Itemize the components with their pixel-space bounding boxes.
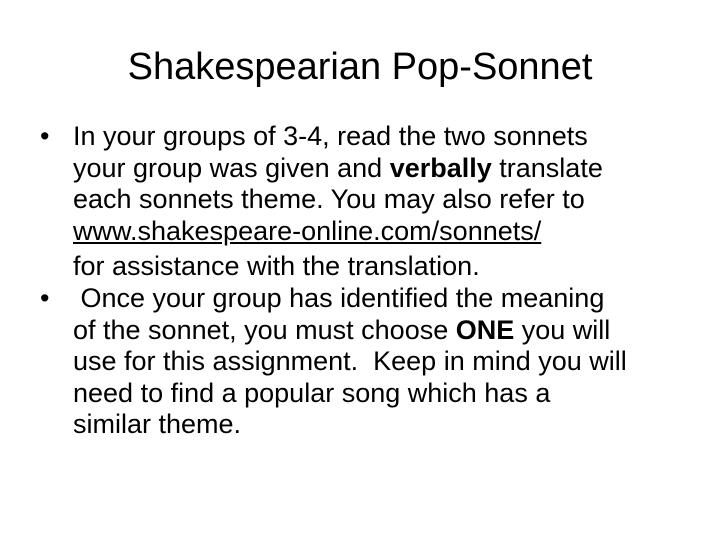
bullet-marker: •: [40, 121, 50, 151]
bullet1-line2: [73, 153, 700, 185]
bullet-list: [40, 121, 700, 441]
sonnets-link[interactable]: www.shakespeare-online.com/sonnets/: [73, 215, 542, 246]
bullet1-line3: each sonnets theme. You may also refer to: [73, 184, 585, 215]
bullet2-line4: need to find a popular song which has a: [73, 377, 551, 408]
bullet2-line2: [73, 315, 700, 347]
bullet1-line2-text: your group was given and: [73, 152, 390, 183]
bullet2-line1: Once your group has identified the meaning: [73, 282, 605, 313]
bullet2-bold-word: ONE: [455, 314, 515, 345]
bullet2-line5: similar theme.: [73, 409, 242, 440]
bullet2-line3: use for this assignment. Keep in mind you will: [73, 346, 627, 377]
bullet1-line2-rest: translate: [491, 152, 603, 183]
bullet1-line5: for assistance with the translation.: [73, 251, 480, 282]
bullet1-line4: [73, 216, 700, 248]
bullet2-line2-text: of the sonnet, you must choose: [73, 314, 456, 345]
bullet-item-2: [40, 283, 700, 441]
slide-title: Shakespearian Pop-Sonnet: [127, 46, 593, 88]
bullet2-line2-rest: you will: [514, 314, 611, 345]
bullet1-line1: In your groups of 3-4, read the two sonnets: [73, 121, 588, 151]
bullet-item-1: [40, 121, 700, 283]
bullet-marker: •: [40, 282, 50, 313]
bullet1-bold-word: verbally: [389, 152, 492, 183]
